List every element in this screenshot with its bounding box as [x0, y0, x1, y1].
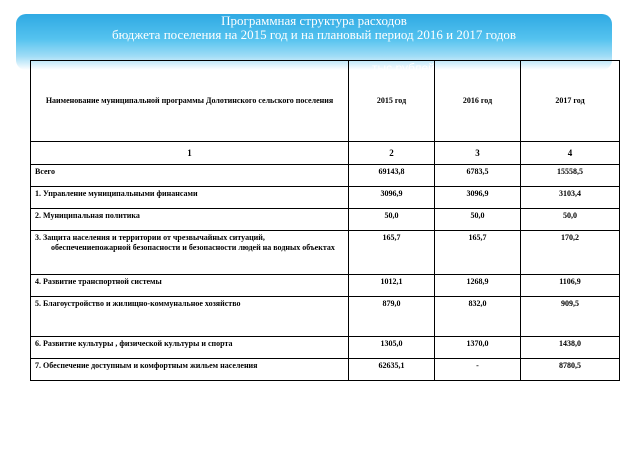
row-name: 6. Развитие культуры , физической культуры и спорта [31, 337, 349, 359]
table-row [31, 275, 620, 297]
value-2015: 69143,8 [349, 165, 435, 187]
value-2017: 15558,5 [521, 165, 620, 187]
units-label: тыс.рублей [372, 61, 435, 75]
value-2015: 879,0 [349, 297, 435, 337]
value-2015: 165,7 [349, 231, 435, 275]
page-title [0, 14, 628, 42]
table-row [31, 359, 620, 381]
value-2017: 909,5 [521, 297, 620, 337]
value-2017: 170,2 [521, 231, 620, 275]
row-name: 7. Обеспечение доступным и комфортным жильем населения [31, 359, 349, 381]
value-2016: 50,0 [435, 209, 521, 231]
value-2016: 6783,5 [435, 165, 521, 187]
value-2015: 62635,1 [349, 359, 435, 381]
table-header-row [31, 61, 620, 142]
value-2015: 1012,1 [349, 275, 435, 297]
value-2015: 3096,9 [349, 187, 435, 209]
table-row [31, 297, 620, 337]
header-2017: 2017 год [521, 61, 620, 142]
column-number: 3 [435, 142, 521, 165]
column-number-row [31, 142, 620, 165]
header-2016: 2016 год [435, 61, 521, 142]
value-2016: 3096,9 [435, 187, 521, 209]
table-row [31, 187, 620, 209]
title-line-2: бюджета поселения на 2015 год и на плановый период 2016 и 2017 годов [111, 27, 517, 42]
value-2015: 50,0 [349, 209, 435, 231]
value-2016: 1370,0 [435, 337, 521, 359]
value-2016: 165,7 [435, 231, 521, 275]
row-name: 4. Развитие транспортной системы [31, 275, 349, 297]
table-row [31, 231, 620, 275]
row-name: 1. Управление муниципальными финансами [31, 187, 349, 209]
row-name: Всего [31, 165, 349, 187]
value-2017: 8780,5 [521, 359, 620, 381]
value-2017: 1438,0 [521, 337, 620, 359]
header-program-name: Наименование муниципальной программы Долотинского сельского поселения [31, 61, 349, 142]
row-name-line: 3. Защита населения и территории от чрезвычайных ситуаций, [35, 233, 265, 242]
row-name [31, 231, 349, 275]
row-name: 5. Благоустройство и жилищно-коммунальное хозяйство [31, 297, 349, 337]
column-number: 2 [349, 142, 435, 165]
title-line-1: Программная структура расходов [221, 13, 407, 28]
header-2015: 2015 год [349, 61, 435, 142]
column-number: 4 [521, 142, 620, 165]
row-name: 2. Муниципальная политика [31, 209, 349, 231]
table-row-total [31, 165, 620, 187]
expenditure-table [30, 60, 620, 381]
table-row [31, 337, 620, 359]
value-2016: - [435, 359, 521, 381]
row-name-continuation: обеспечениепожарной безопасности и безопасности людей на водных объектах [51, 243, 335, 252]
value-2016: 832,0 [435, 297, 521, 337]
value-2017: 3103,4 [521, 187, 620, 209]
table-row [31, 209, 620, 231]
value-2017: 50,0 [521, 209, 620, 231]
value-2016: 1268,9 [435, 275, 521, 297]
value-2015: 1305,0 [349, 337, 435, 359]
column-number: 1 [31, 142, 349, 165]
value-2017: 1106,9 [521, 275, 620, 297]
